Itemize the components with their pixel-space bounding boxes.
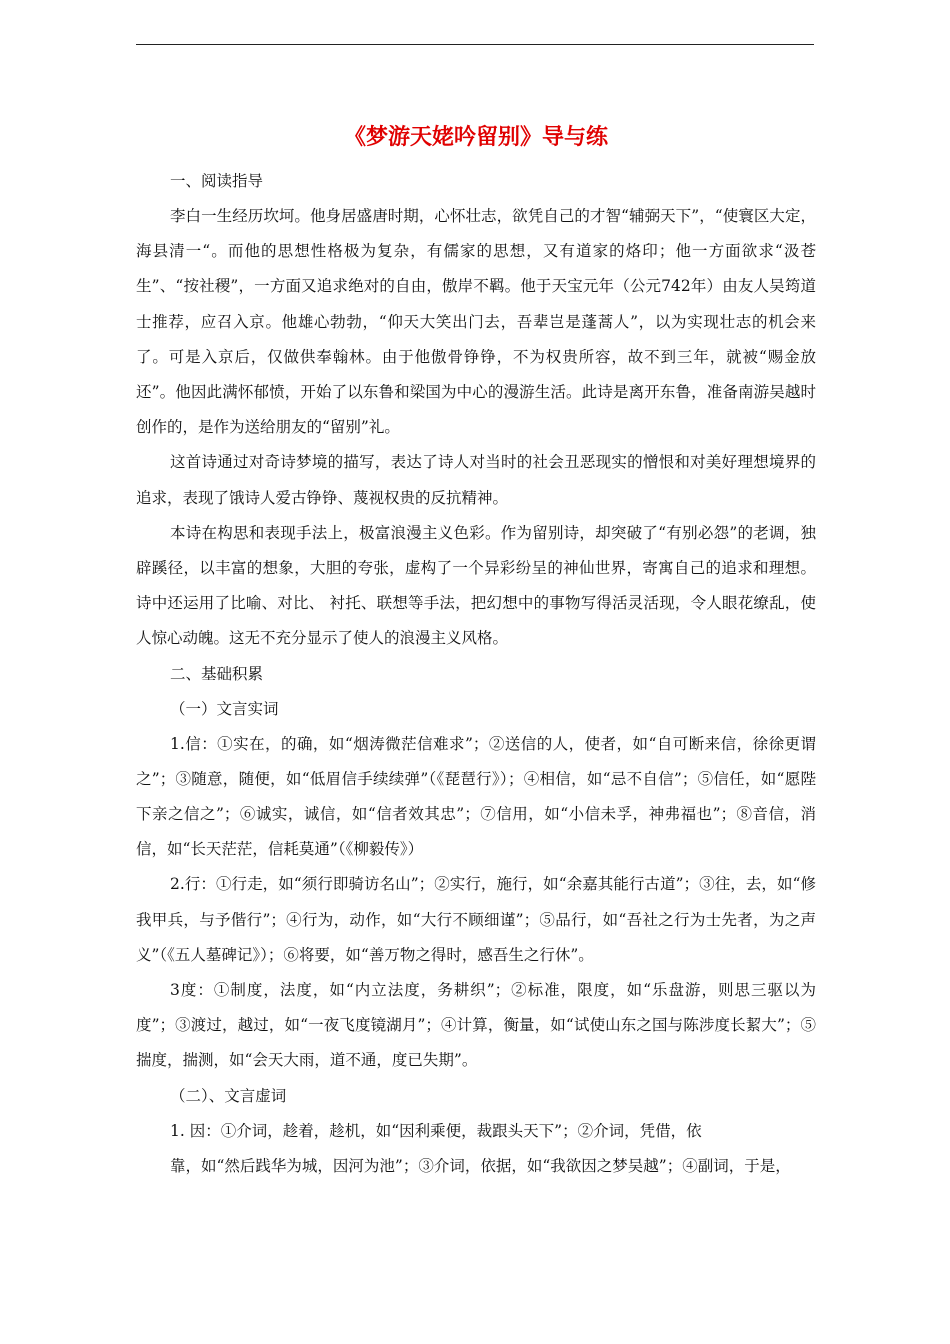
paragraph: 本诗在构思和表现手法上，极富浪漫主义色彩。作为留别诗，却突破了“有别必怨”的老调，独辟蹊径，以丰富的想象，大胆的夸张，虚构了一个异彩纷呈的神仙世界，寄寓自己的追求和理想。诗中还运用了比喻、对比、 衬托、联想等手法，把幻想中的事物写得活灵活现，令人眼花缭乱，使人惊心动魄。这无不充分显示了使人的浪漫主义风格。 <box>136 523 816 648</box>
paragraph: 这首诗通过对奇诗梦境的描写，表达了诗人对当时的社会丑恶现实的憎恨和对美好理想境界的追求，表现了饿诗人爱古铮铮、蔑视权贵的反抗精神。 <box>136 453 816 507</box>
subsection-heading-content-words: （一）文言实词 <box>170 699 279 718</box>
vocab-entry-line: 1. 因：①介词，趁着，趁机，如“因利乘便，裁跟头天下”；②介词，凭借，依 <box>170 1121 702 1140</box>
document-body <box>136 118 816 1184</box>
section-heading-basics: 二、基础积累 <box>170 664 264 683</box>
vocab-entry: 3度：①制度，法度，如“内立法度，务耕织”；②标准，限度，如“乐盘游，则思三驱以为度”；③渡过，越过，如“一夜飞度镜湖月”；④计算，衡量，如“试使山东之国与陈涉度长絜大”；⑤揣度，揣测，如“会天大雨，道不通，度已失期”。 <box>136 981 816 1070</box>
vocab-entry: 2.行：①行走，如“须行即骑访名山”；②实行，施行，如“余嘉其能行古道”；③往，去，如“修我甲兵，与予偕行”；④行为，动作，如“大行不顾细谨”；⑤品行，如“吾社之行为士先者，为之声义”（《五人墓碑记》）；⑥将要，如“善万物之得时，感吾生之行休”。 <box>136 875 816 964</box>
vocab-entry-line: 靠，如“然后践华为城，因河为池”；③介词，依据，如“我欲因之梦吴越”；④副词，于是， <box>170 1156 791 1175</box>
subsection-heading-function-words: （二）、文言虚词 <box>170 1086 287 1105</box>
document-title: 《梦游天姥吟留别》导与练 <box>343 125 608 150</box>
paragraph: 李白一生经历坎坷。他身居盛唐时期，心怀壮志，欲凭自己的才智“辅弼天下”，“使寰区大定，海县清一“。而他的思想性格极为复杂，有儒家的思想，又有道家的烙印；他一方面欲求“汲苍生”、“按社稷”，一方面又追求绝对的自由，傲岸不羁。他于天宝元年（公元742年）由友人吴筠道士推荐，应召入京。他雄心勃勃，“仰天大笑出门去，吾辈岂是蓬蒿人”，以为实现壮志的机会来了。可是入京后，仅做供奉翰林。由于他傲骨铮铮，不为权贵所容，故不到三年，就被“赐金放还”。他因此满怀郁愤，开始了以东鲁和梁国为中心的漫游生活。此诗是离开东鲁，准备南游吴越时创作的，是作为送给朋友的“留别”礼。 <box>136 207 816 437</box>
vocab-entry: 1.信：①实在，的确，如“烟涛微茫信难求”；②送信的人，使者，如“自可断来信，徐徐更谓之”；③随意，随便，如“低眉信手续续弹”（《琵琶行》）；④相信，如“忌不自信”；⑤信任，如“愿陛下亲之信之”；⑥诚实，诚信，如“信者效其忠”；⑦信用，如“小信未孚，神弗福也”；⑧音信，消信，如“长天茫茫，信耗莫通”（《柳毅传》） <box>136 734 816 859</box>
section-heading-reading-guide: 一、阅读指导 <box>170 172 264 190</box>
header-rule <box>136 44 814 45</box>
